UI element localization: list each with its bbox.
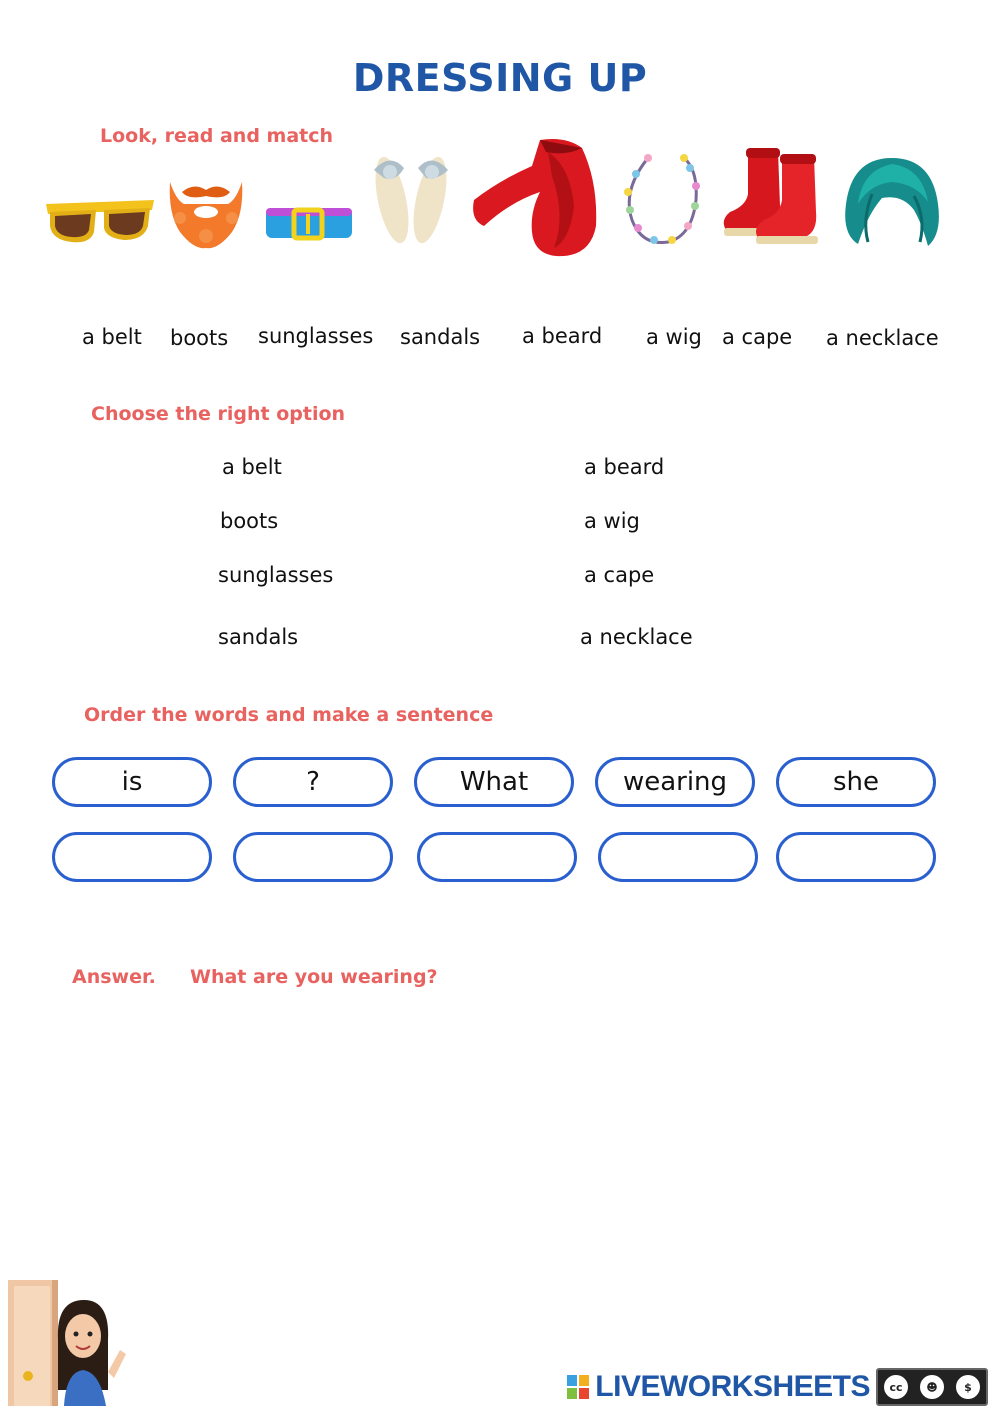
match-word[interactable]: a wig — [646, 325, 702, 349]
option-right[interactable]: a wig — [584, 509, 640, 533]
match-word[interactable]: a necklace — [826, 326, 939, 350]
by-icon: ☻ — [918, 1373, 946, 1401]
option-right[interactable]: a cape — [584, 563, 655, 587]
word-tile[interactable]: What — [414, 757, 574, 807]
match-word[interactable]: boots — [170, 326, 229, 350]
creative-commons-badge — [876, 1368, 988, 1406]
instruction-choose-option: Choose the right option — [91, 403, 346, 425]
liveworksheets-brand: LIVEWORKSHEETS — [595, 1370, 870, 1403]
nc-icon: $ — [954, 1373, 982, 1401]
word-tile[interactable]: she — [776, 757, 936, 807]
option-right[interactable]: a beard — [584, 455, 665, 479]
belt-image — [264, 200, 354, 246]
page-title: DRESSING UP — [352, 56, 648, 100]
answer-input-area[interactable] — [72, 1010, 932, 1210]
option-left[interactable]: sandals — [218, 625, 299, 649]
cc-icon: cc — [882, 1373, 910, 1401]
answer-label: Answer. — [72, 966, 156, 988]
instruction-look-read-match: Look, read and match — [100, 125, 334, 147]
answer-slot-3[interactable] — [417, 832, 577, 882]
option-left[interactable]: sunglasses — [218, 563, 334, 587]
sunglasses-image — [44, 196, 156, 248]
cape-image — [470, 136, 602, 260]
liveworksheets-logo — [567, 1368, 988, 1406]
word-tile[interactable]: is — [52, 757, 212, 807]
liveworksheets-icon — [567, 1375, 589, 1399]
necklace-image — [618, 150, 708, 252]
match-word[interactable]: sandals — [400, 325, 481, 349]
instruction-order-words: Order the words and make a sentence — [84, 704, 494, 726]
beard-image — [166, 174, 246, 250]
answer-slot-1[interactable] — [52, 832, 212, 882]
answer-slot-5[interactable] — [776, 832, 936, 882]
word-tile[interactable]: ? — [233, 757, 393, 807]
sandals-image — [366, 148, 456, 248]
match-word[interactable]: sunglasses — [258, 324, 374, 348]
match-word[interactable]: a cape — [722, 325, 793, 349]
answer-slot-2[interactable] — [233, 832, 393, 882]
answer-slot-4[interactable] — [598, 832, 758, 882]
option-left[interactable]: boots — [220, 509, 279, 533]
boots-image — [720, 146, 828, 250]
option-right[interactable]: a necklace — [580, 625, 693, 649]
answer-question: What are you wearing? — [190, 966, 438, 988]
option-left[interactable]: a belt — [222, 455, 282, 479]
match-word[interactable]: a beard — [522, 324, 603, 348]
teacher-avatar-image — [8, 1280, 128, 1406]
wig-image — [842, 154, 942, 250]
word-tile[interactable]: wearing — [595, 757, 755, 807]
match-word[interactable]: a belt — [82, 325, 142, 349]
